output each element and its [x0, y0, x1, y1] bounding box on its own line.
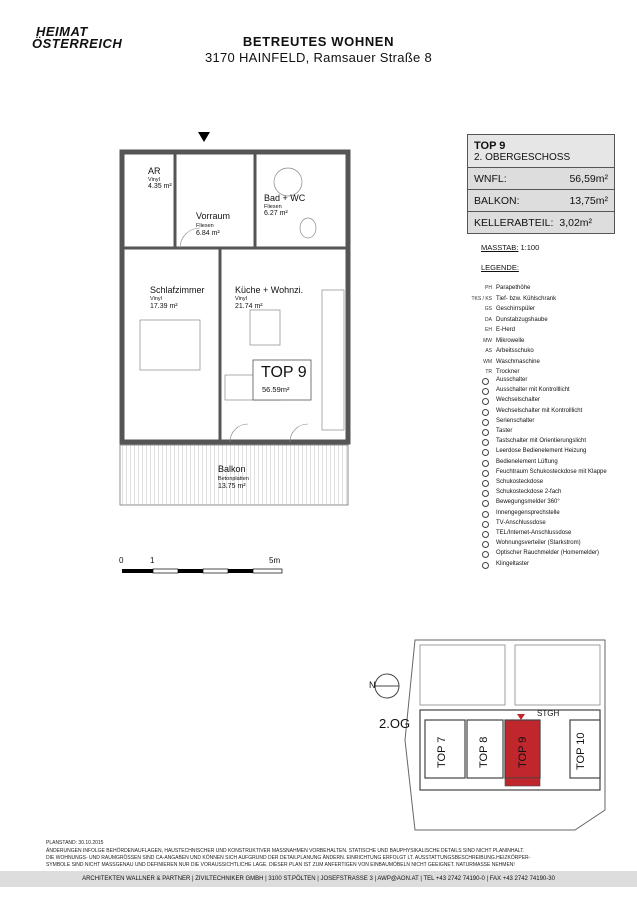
keyplan-floor: 2.OG: [379, 716, 411, 731]
legend-symbol-label: Taster: [496, 428, 513, 434]
legend-code-label: Geschirrspüler: [496, 306, 536, 312]
balkon-label: BALKON:: [474, 194, 520, 207]
legend-symbol-icon: [482, 490, 489, 497]
wnfl-value: 56,59m²: [569, 172, 608, 185]
toilet: [300, 218, 316, 238]
room-kueche-floor: Vinyl: [235, 296, 247, 302]
legend-code: EH: [485, 327, 492, 333]
legend-symbol-icon: [482, 470, 489, 477]
legend-symbol-icon: [482, 562, 489, 569]
keyplan-top10: TOP 10: [575, 732, 587, 770]
legend-symbol-icon: [482, 500, 489, 507]
legend-code-label: Dunstabzugshaube: [496, 316, 548, 323]
kitchen-counter: [322, 290, 344, 430]
legend-symbol-icon: [482, 439, 489, 446]
legend-symbol-label: Feuchtraum Schukosteckdose mit Klappe: [496, 468, 607, 475]
legend-code-label: Mikrowelle: [496, 337, 525, 344]
legend-code: WM: [483, 358, 492, 365]
legend-code: PH: [485, 285, 492, 291]
legend-symbol-icon: [482, 531, 489, 538]
room-kueche-area: 21.74 m²: [235, 303, 263, 310]
north-label: N: [369, 680, 376, 690]
unit-info-box: [467, 134, 615, 234]
legend-symbol-icon: [482, 449, 489, 456]
legend-symbol-label: TV-Anschlussdose: [496, 519, 546, 526]
legend-code: DA: [485, 316, 492, 323]
room-vorraum-floor: Fliesen: [196, 223, 214, 229]
legend-symbol-label: Wechselschalter mit Kontrolllicht: [496, 407, 583, 414]
legend-symbol-label: Serienschalter: [496, 417, 535, 424]
balkon-value: 13,75m²: [569, 194, 608, 207]
room-schlaf-name: Schlafzimmer: [150, 285, 205, 295]
legend-symbol-label: Bedienelement Lüftung: [496, 458, 558, 465]
address: 3170 HAINFELD, Ramsauer Straße 8: [204, 50, 433, 65]
legend-code: GS: [484, 306, 492, 312]
legend-symbol-icon: [482, 398, 489, 405]
legend-title: LEGENDE:: [481, 263, 519, 272]
legend-symbol-label: TEL/Internet-Anschlussdose: [496, 530, 572, 536]
legend-symbol-label: Tastschalter mit Orientierungslicht: [496, 438, 587, 445]
door-balcony-2: [290, 424, 308, 442]
wnfl-label: WNFL:: [474, 172, 507, 185]
logo-line1: HEIMAT: [36, 24, 88, 39]
legend-code-label: Trockner: [496, 369, 520, 375]
legend-symbol-label: Ausschalter: [496, 377, 528, 383]
entrance-arrow: [198, 132, 210, 142]
unit-number: TOP 9: [474, 139, 506, 152]
footer-date: PLANSTAND: 30.10.2015: [46, 840, 104, 846]
legend-symbol-label: Innengegensprechstelle: [496, 509, 560, 516]
legend-symbol-icon: [482, 551, 489, 558]
legend-symbol-label: Ausschalter mit Kontrolllicht: [496, 387, 570, 394]
keller-value: 3,02m²: [559, 216, 593, 229]
keyplan-top8: TOP 8: [478, 736, 490, 768]
balkon-row: [468, 189, 614, 211]
unit-floor: 2. OBERGESCHOSS: [474, 151, 571, 163]
room-bad-floor: Fliesen: [264, 204, 282, 210]
legend-symbol-label: Wohnungsverteiler (Starkstrom): [496, 540, 581, 547]
legend-symbol-icon: [482, 480, 489, 487]
legend-code: TR: [485, 369, 492, 375]
footer-line3: SYMBOLE SIND NICHT MASSGENAU UND DEFINIEREN NUR DIE VORAUSSICHTLICHE LAGE. DIESER PLAN IST ZUM ANFERTIGEN VON EINBAUMÖBELN NICHT GEEIGNET. NATURMASSE NEHMEN!: [46, 862, 515, 868]
legend-symbol-icon: [482, 460, 489, 467]
scale-value: 1:100: [520, 243, 540, 252]
legend-code: MW: [483, 337, 492, 344]
legend-code-label: Parapethöhe: [496, 285, 531, 291]
legend-code-label: Arbeitsschuko: [496, 348, 534, 354]
logo-line2: ÖSTERREICH: [32, 36, 123, 51]
shower: [274, 168, 302, 196]
scale: [481, 243, 539, 252]
scale-bar: [118, 566, 288, 576]
room-vorraum-name: Vorraum: [196, 211, 231, 221]
door-balcony-1: [230, 424, 248, 442]
keyplan-stgh: STGH: [537, 709, 560, 718]
room-schlaf-floor: Vinyl: [150, 296, 162, 302]
room-balkon-area: 13.75 m²: [218, 483, 246, 490]
top-label: TOP 9: [261, 364, 307, 381]
footer-bar: ARCHITEKTEN WALLNER & PARTNER | ZIVILTECHNIKER GMBH | 3100 ST.PÖLTEN | JOSEFSTRASSE 3 | AWP@AON.AT | TEL +43 2742 74190-0 | FAX +43 2742 74190-30: [0, 871, 637, 887]
legend-symbol-icon: [482, 409, 489, 416]
legend-code: AS: [485, 348, 492, 354]
room-schlaf-area: 17.39 m²: [150, 303, 178, 310]
legend-symbol-icon: [482, 429, 489, 436]
bed: [140, 320, 200, 370]
balcony-area: [120, 445, 348, 505]
keller-row: [468, 211, 614, 233]
unit-header: [468, 135, 614, 167]
legend-symbol-icon: [482, 521, 489, 528]
scale-label: MASSTAB:: [481, 243, 519, 252]
legend-symbol-label: Wechselschalter: [496, 397, 540, 404]
legend-symbol-icon: [482, 419, 489, 426]
legend-symbol-icon: [482, 378, 489, 385]
page-title: BETREUTES WOHNEN: [242, 34, 395, 49]
legend-symbol-icon: [482, 388, 489, 395]
room-ar-floor: Vinyl: [148, 177, 160, 183]
legend-code-label: Tief- bzw. Kühlschrank: [496, 295, 557, 302]
room-vorraum-area: 6.84 m²: [196, 230, 220, 237]
keller-label: KELLERABTEIL:: [474, 216, 554, 229]
room-bad-name: Bad + WC: [264, 193, 306, 203]
table: [250, 310, 280, 345]
legend-symbol-label: Optischer Rauchmelder (Homemelder): [496, 550, 600, 557]
legend-code: TKS / KS: [471, 295, 492, 302]
legend-symbol-label: Klingeltaster: [496, 560, 530, 567]
footer-line1: ÄNDERUNGEN INFOLGE BEHÖRDENAUFLAGEN, HAUSTECHNISCHER UND KONSTRUKTIVER MASSNAHMEN VORBEHALTEN. STATISCHE UND BAUPHYSIKALISCHE DETAILS SIND NICHT PLANINHALT.: [46, 848, 525, 854]
footer-line2: DIE WOHNUNGS- UND RAUMGRÖSSEN SIND CA-ANGABEN UND KÖNNEN SICH AUFGRUND DER DETAILPLANUNG ÄNDERN. EINRICHTUNG ERFOLGT LT. AUSSTATTUNGSBESCHREIBUNG.HEIZKÖRPER-: [46, 855, 531, 861]
scale-bar-zero: 0: [119, 556, 124, 565]
room-ar-name: AR: [148, 166, 161, 176]
scale-bar-five: 5m: [269, 556, 281, 565]
room-bad-area: 6.27 m²: [264, 210, 288, 217]
scale-bar-one: 1: [150, 556, 155, 565]
keyplan-top7: TOP 7: [436, 736, 448, 768]
room-balkon-name: Balkon: [218, 464, 246, 474]
room-kueche-name: Küche + Wohnzi.: [235, 285, 304, 295]
room-balkon-floor: Betonplatten: [218, 476, 249, 482]
legend-symbol-icon: [482, 511, 489, 518]
legend-code-label: E-Herd: [496, 327, 516, 333]
legend-code-label: Waschmaschine: [496, 358, 540, 365]
legend-symbol-label: Bewegungsmelder 360°: [496, 499, 560, 506]
keyplan-top9: TOP 9: [517, 736, 529, 768]
top-area: 56.59m²: [262, 385, 290, 394]
legend-symbol-label: Schukosteckdose 2-fach: [496, 489, 562, 496]
room-ar-area: 4.35 m²: [148, 183, 172, 190]
wnfl-row: [468, 167, 614, 189]
legend-symbol-icon: [482, 541, 489, 548]
legend-symbol-label: Leerdose Bedienelement Heizung: [496, 448, 587, 455]
legend-symbol-label: Schukosteckdose: [496, 479, 544, 485]
